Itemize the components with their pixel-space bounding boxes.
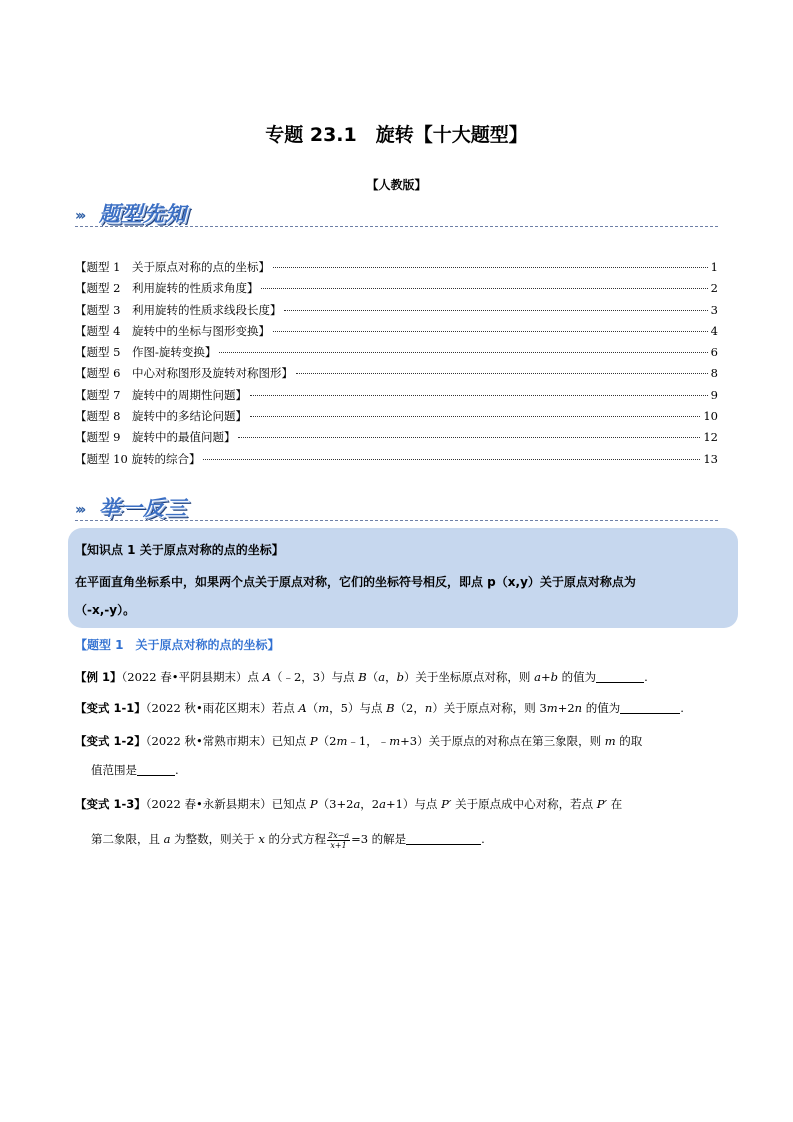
answer-blank[interactable] [596,668,644,683]
text: +3）关于原点的对称点在第三象限，则 [400,734,605,748]
banner-title: 题型先知 [99,202,187,226]
toc-label: 【题型 9 旋转中的最值问题】 [75,430,236,445]
text: （ [366,670,379,684]
toc-label: 【题型 10 旋转的综合】 [75,451,201,466]
toc-leader [273,331,708,332]
answer-blank[interactable] [620,699,680,714]
toc-leader [203,459,700,460]
section-banner-practice [75,490,235,524]
toc-page-number: 4 [710,323,718,338]
toc-entry[interactable] [75,387,718,408]
text: ， [385,670,397,684]
variant-1-2 [75,731,718,751]
text: ﹣1，﹣ [347,734,390,748]
fraction-numerator: 2x−a [327,830,350,840]
var: P′ [596,797,608,811]
banner-arrows-icon: ››› [75,208,84,224]
text: 的分式方程 [264,832,326,846]
toc-label: 【题型 2 利用旋转的性质求角度】 [75,281,259,296]
edition-label: 【人教版】 [366,178,427,192]
var: B [386,701,395,715]
text: . [175,763,179,777]
text: ）关于原点对称，则 3 [432,701,547,715]
variant-1-3-line2 [91,829,711,850]
var: n [424,701,433,715]
text: +1）与点 [385,797,442,811]
expression: a+b [534,670,558,684]
toc-leader [250,416,700,417]
knowledge-text-line: 在平面直角坐标系中，如果两个点关于原点对称，它们的坐标符号相反，即点 p（x,y）关于原点对称点为 [75,575,636,589]
toc-page-number: 10 [703,409,718,424]
text: （3+2 [317,797,354,811]
var: a [353,797,361,811]
var: P [309,797,318,811]
text: （2022 秋•常熟市期末）已知点 [145,734,310,748]
text: （ [306,701,319,715]
toc-entry[interactable] [75,302,718,323]
divider [75,226,718,227]
banner-title: 举一反三 [99,496,187,520]
var: A [262,670,271,684]
toc-entry[interactable] [75,365,718,386]
text: 关于原点成中心对称，若点 [451,797,597,811]
var: a [163,832,171,846]
toc-leader [219,352,707,353]
toc-entry[interactable] [75,280,718,301]
knowledge-heading: 【知识点 1 关于原点对称的点的坐标】 [75,543,284,557]
text: ，2 [360,797,380,811]
toc-leader [238,437,700,438]
knowledge-text-line: （-x,-y）。 [75,603,136,617]
var: a [378,670,386,684]
toc-leader [250,395,708,396]
text: . [680,701,684,715]
var: B [358,670,367,684]
toc-page-number: 12 [703,430,718,445]
toc-entry[interactable] [75,451,718,472]
toc-page-number: 3 [710,302,718,317]
type-heading: 【题型 1 关于原点对称的点的坐标】 [75,638,280,652]
toc-page-number: 13 [703,451,718,466]
variant-1-1 [75,698,718,718]
toc-leader [273,267,708,268]
var: b [396,670,404,684]
text: 第二象限，且 [91,832,164,846]
problem-tag: 【变式 1-1】 [75,701,146,715]
var: m [389,734,401,748]
text: ）关于坐标原点对称，则 [403,670,535,684]
fraction [327,831,350,850]
text: （2， [394,701,425,715]
answer-blank[interactable] [137,761,175,776]
text: ，5）与点 [329,701,387,715]
toc-leader [261,288,707,289]
problem-tag: 【变式 1-3】 [75,797,146,811]
text: =3 的解是 [351,832,407,846]
text: 的值为 [582,701,621,715]
answer-blank[interactable] [406,830,481,845]
text: 值范围是 [91,763,137,777]
banner-arrows-icon: ››› [75,502,84,518]
var: P [309,734,318,748]
text: 的取 [615,734,643,748]
text: （﹣2，3）与点 [270,670,359,684]
toc-page-number: 6 [710,345,718,360]
var: m [318,701,330,715]
toc-entry[interactable] [75,344,718,365]
toc-entry[interactable] [75,429,718,450]
text: 在 [607,797,623,811]
var: m [336,734,348,748]
variant-1-3 [75,794,718,814]
toc-page-number: 1 [710,260,718,274]
toc-entry[interactable] [75,323,718,344]
toc-page-number: 9 [710,387,718,402]
page-title: 专题 23.1 旋转【十大题型】 [265,124,528,146]
text: 的值为 [557,670,597,684]
toc-leader [296,373,708,374]
table-of-contents [75,259,718,472]
toc-leader [284,310,707,311]
variant-1-2-line2 [91,760,711,780]
toc-label: 【题型 4 旋转中的坐标与图形变换】 [75,323,270,338]
toc-entry[interactable] [75,408,718,429]
text: . [481,832,485,846]
var: P′ [441,797,452,811]
section-banner-preview [75,196,235,230]
toc-label: 【题型 8 旋转中的多结论问题】 [75,409,247,424]
text: +2 [557,701,575,715]
var: m [546,701,558,715]
toc-entry[interactable] [75,259,718,280]
var: m [604,734,616,748]
problem-tag: 【变式 1-2】 [75,734,146,748]
toc-label: 【题型 6 中心对称图形及旋转对称图形】 [75,366,293,381]
var: a [379,797,386,811]
text: 为整数，则关于 [170,832,259,846]
text: （2022 春•平阴县期末）点 [121,670,263,684]
toc-label: 【题型 5 作图-旋转变换】 [75,345,217,360]
toc-page-number: 8 [710,366,718,381]
var: n [574,701,583,715]
example-1 [75,667,718,687]
toc-label: 【题型 7 旋转中的周期性问题】 [75,387,247,402]
divider [75,520,718,521]
toc-page-number: 2 [710,281,718,296]
text: . [644,670,648,684]
toc-label: 【题型 3 利用旋转的性质求线段长度】 [75,302,282,317]
text: （2022 秋•雨花区期末）若点 [145,701,299,715]
fraction-denominator: x+1 [330,840,347,850]
text: （2 [317,734,337,748]
var: A [298,701,307,715]
toc-label: 【题型 1 关于原点对称的点的坐标】 [75,260,270,274]
text: （2022 春•永新县期末）已知点 [145,797,310,811]
var: x [258,832,265,846]
problem-tag: 【例 1】 [75,670,122,684]
